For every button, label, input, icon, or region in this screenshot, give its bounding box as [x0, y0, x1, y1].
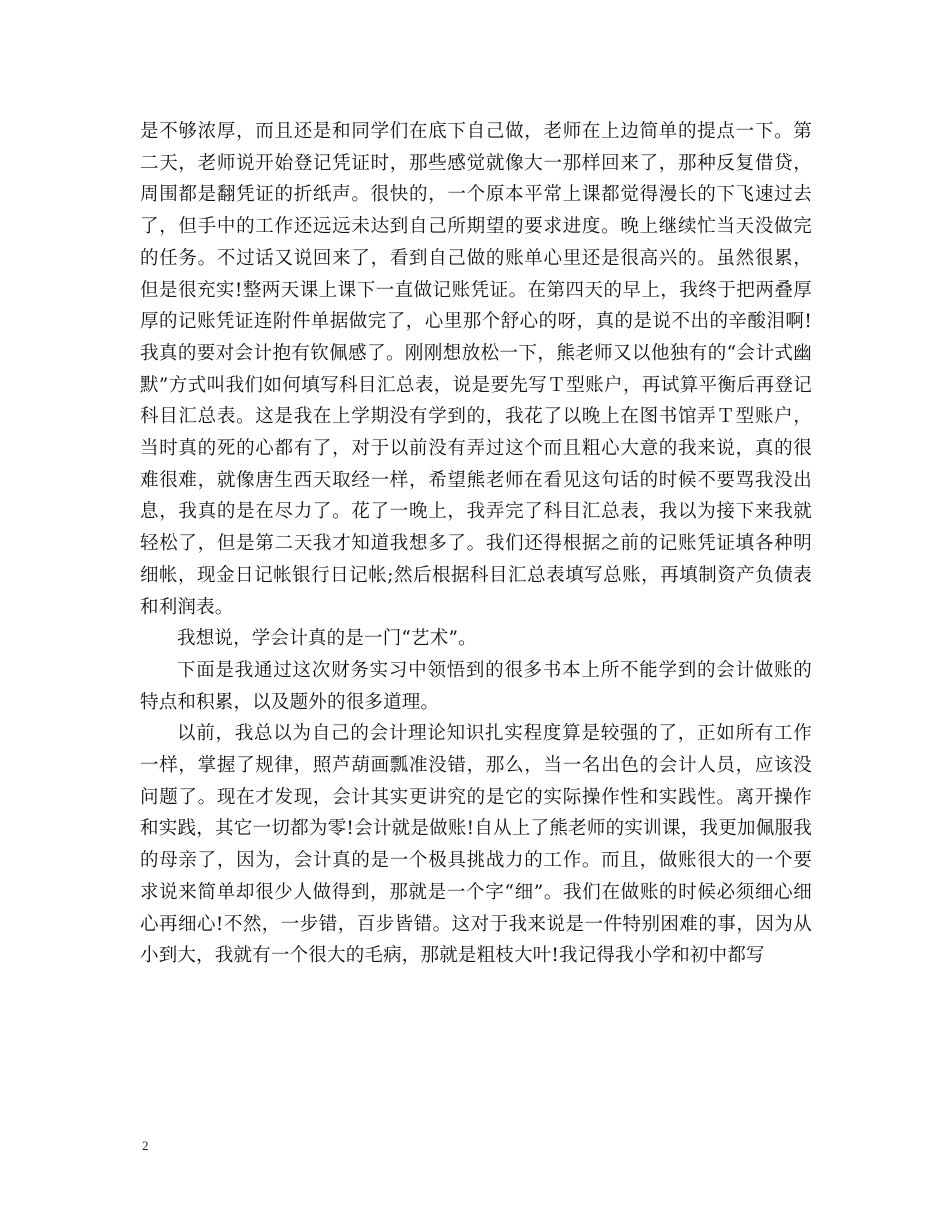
page-number: 2 — [142, 1138, 149, 1153]
paragraph-continued: 是不够浓厚，而且还是和同学们在底下自己做，老师在上边简单的提点一下。第二天，老师说开始登记凭证时，那些感觉就像大一那样回来了，那种反复借贷，周围都是翻凭证的折纸声。很快的，一个原本平常上课都觉得漫长的下飞速过去了，但手中的工作还远远未达到自己所期望的要求进度。晚上继续忙当天没做完的任务。不过话又说回来了，看到自己做的账单心里还是很高兴的。虽然很累，但是很充实!整两天课上课下一直做记账凭证。在第四天的早上，我终于把两叠厚厚的记账凭证连附件单据做完了，心里那个舒心的呀，真的是说不出的辛酸泪啊!我真的要对会计抱有钦佩感了。刚刚想放松一下，熊老师又以他独有的“会计式幽默”方式叫我们如何填写科目汇总表，说是要先写Ｔ型账户，再试算平衡后再登记科目汇总表。这是我在上学期没有学到的，我花了以晚上在图书馆弄Ｔ型账户，当时真的死的心都有了，对于以前没有弄过这个而且粗心大意的我来说，真的很难很难，就像唐生西天取经一样，希望熊老师在看见这句话的时候不要骂我没出息，我真的是在尽力了。花了一晚上，我弄完了科目汇总表，我以为接下来我就轻松了，但是第二天我才知道我想多了。我们还得根据之前的记账凭证填各种明细帐，现金日记帐银行日记帐;然后根据科目汇总表填写总账，再填制资产负债表和利润表。 — [140, 121, 812, 618]
paragraph-practice: 以前，我总以为自己的会计理论知识扎实程度算是较强的了，正如所有工作一样，掌握了规律，照芦葫画瓢准没错，那么，当一名出色的会计人员，应该没问题了。现在才发现，会计其实更讲究的是它的实际操作性和实践性。离开操作和实践，其它一切都为零!会计就是做账!自从上了熊老师的实训课，我更加佩服我的母亲了，因为，会计真的是一个极具挑战力的工作。而且，做账很大的一个要求说来简单却很少人做得到，那就是一个字“细”。我们在做账的时候必须细心细心再细心!不然，一步错，百步皆错。这对于我来说是一件特别困难的事，因为从小到大，我就有一个很大的毛病，那就是粗枝大叶!我记得我小学和初中都写 — [140, 723, 812, 967]
paragraph-art-statement: 我想说，学会计真的是一门“艺术”。 — [177, 628, 477, 650]
document-body — [140, 116, 812, 972]
paragraph-intro-lessons: 下面是我通过这次财务实习中领悟到的很多书本上所不能学到的会计做账的特点和积累，以及题外的很多道理。 — [140, 659, 812, 713]
